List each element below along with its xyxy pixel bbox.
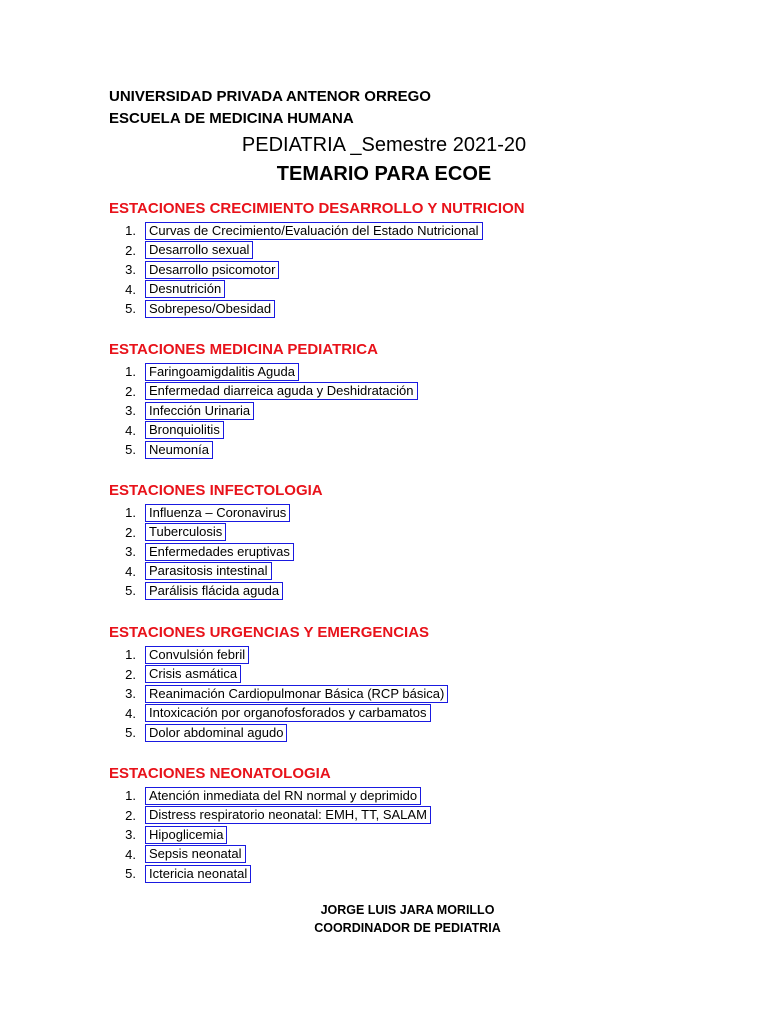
list-item — [109, 665, 729, 685]
item-number: 5. — [125, 725, 136, 741]
item-number: 1. — [125, 223, 136, 239]
topic-list — [109, 221, 729, 319]
topic-link[interactable]: Distress respiratorio neonatal: EMH, TT, SALAM — [145, 806, 431, 824]
signature-role: COORDINADOR DE PEDIATRIA — [314, 921, 501, 935]
list-item — [109, 562, 729, 582]
item-number: 2. — [125, 666, 136, 682]
signature-name: JORGE LUIS JARA MORILLO — [320, 903, 495, 917]
topic-link[interactable]: Intoxicación por organofosforados y carbamatos — [145, 704, 431, 722]
list-item — [109, 845, 729, 865]
topic-link[interactable]: Dolor abdominal agudo — [145, 724, 287, 742]
item-number: 4. — [125, 422, 136, 438]
item-number: 4. — [125, 705, 136, 721]
topic-link[interactable]: Faringoamigdalitis Aguda — [145, 363, 299, 381]
topic-link[interactable]: Sepsis neonatal — [145, 845, 246, 863]
topic-link[interactable]: Hipoglicemia — [145, 826, 227, 844]
list-item — [109, 542, 729, 562]
item-number: 1. — [125, 647, 136, 663]
list-item — [109, 362, 729, 382]
course-title: PEDIATRIA _Semestre 2021-20 — [241, 134, 527, 156]
topic-link[interactable]: Crisis asmática — [145, 665, 241, 683]
topic-list — [109, 503, 729, 601]
topic-link[interactable]: Ictericia neonatal — [145, 865, 251, 883]
item-number: 1. — [125, 364, 136, 380]
item-number: 2. — [125, 524, 136, 540]
section-urgencias — [109, 624, 729, 743]
topic-link[interactable]: Atención inmediata del RN normal y deprimido — [145, 787, 421, 805]
list-item — [109, 299, 729, 319]
section-title: ESTACIONES MEDICINA PEDIATRICA — [109, 341, 378, 358]
topic-link[interactable]: Sobrepeso/Obesidad — [145, 300, 275, 318]
list-item — [109, 440, 729, 460]
section-title: ESTACIONES CRECIMIENTO DESARROLLO Y NUTRICION — [109, 200, 525, 217]
item-number: 3. — [125, 403, 136, 419]
topic-link[interactable]: Convulsión febril — [145, 646, 249, 664]
university-name: UNIVERSIDAD PRIVADA ANTENOR ORREGO — [109, 88, 431, 105]
item-number: 5. — [125, 866, 136, 882]
list-item — [109, 806, 729, 826]
list-item — [109, 241, 729, 261]
item-number: 5. — [125, 583, 136, 599]
item-number: 5. — [125, 442, 136, 458]
topic-link[interactable]: Desarrollo psicomotor — [145, 261, 279, 279]
list-item — [109, 645, 729, 665]
topic-link[interactable]: Infección Urinaria — [145, 402, 254, 420]
list-item — [109, 523, 729, 543]
topic-link[interactable]: Desnutrición — [145, 280, 225, 298]
item-number: 3. — [125, 686, 136, 702]
topic-list — [109, 362, 729, 460]
list-item — [109, 280, 729, 300]
topic-link[interactable]: Tuberculosis — [145, 523, 226, 541]
list-item — [109, 786, 729, 806]
item-number: 4. — [125, 281, 136, 297]
document-title: TEMARIO PARA ECOE — [276, 163, 492, 185]
section-crecimiento — [109, 200, 729, 319]
list-item — [109, 825, 729, 845]
topic-link[interactable]: Enfermedad diarreica aguda y Deshidratación — [145, 382, 418, 400]
list-item — [109, 260, 729, 280]
topic-link[interactable]: Desarrollo sexual — [145, 241, 253, 259]
item-number: 3. — [125, 262, 136, 278]
list-item — [109, 684, 729, 704]
topic-link[interactable]: Reanimación Cardiopulmonar Básica (RCP básica) — [145, 685, 448, 703]
school-name: ESCUELA DE MEDICINA HUMANA — [109, 110, 354, 127]
item-number: 2. — [125, 807, 136, 823]
list-item — [109, 723, 729, 743]
section-title: ESTACIONES NEONATOLOGIA — [109, 765, 331, 782]
list-item — [109, 221, 729, 241]
item-number: 4. — [125, 563, 136, 579]
list-item — [109, 503, 729, 523]
item-number: 2. — [125, 383, 136, 399]
topic-link[interactable]: Bronquiolitis — [145, 421, 224, 439]
topic-list — [109, 645, 729, 743]
topic-link[interactable]: Curvas de Crecimiento/Evaluación del Estado Nutricional — [145, 222, 483, 240]
section-infectologia — [109, 482, 729, 601]
item-number: 1. — [125, 505, 136, 521]
list-item — [109, 401, 729, 421]
list-item — [109, 704, 729, 724]
list-item — [109, 581, 729, 601]
section-title: ESTACIONES INFECTOLOGIA — [109, 482, 323, 499]
topic-link[interactable]: Influenza – Coronavirus — [145, 504, 290, 522]
topic-link[interactable]: Parasitosis intestinal — [145, 562, 272, 580]
topic-link[interactable]: Enfermedades eruptivas — [145, 543, 294, 561]
list-item — [109, 864, 729, 884]
section-neonatologia — [109, 765, 729, 884]
item-number: 5. — [125, 301, 136, 317]
list-item — [109, 421, 729, 441]
item-number: 2. — [125, 242, 136, 258]
topic-link[interactable]: Neumonía — [145, 441, 213, 459]
item-number: 4. — [125, 846, 136, 862]
topic-link[interactable]: Parálisis flácida aguda — [145, 582, 283, 600]
topic-list — [109, 786, 729, 884]
section-medicina-pediatrica — [109, 341, 729, 460]
section-title: ESTACIONES URGENCIAS Y EMERGENCIAS — [109, 624, 430, 641]
list-item — [109, 382, 729, 402]
item-number: 1. — [125, 788, 136, 804]
item-number: 3. — [125, 544, 136, 560]
item-number: 3. — [125, 827, 136, 843]
